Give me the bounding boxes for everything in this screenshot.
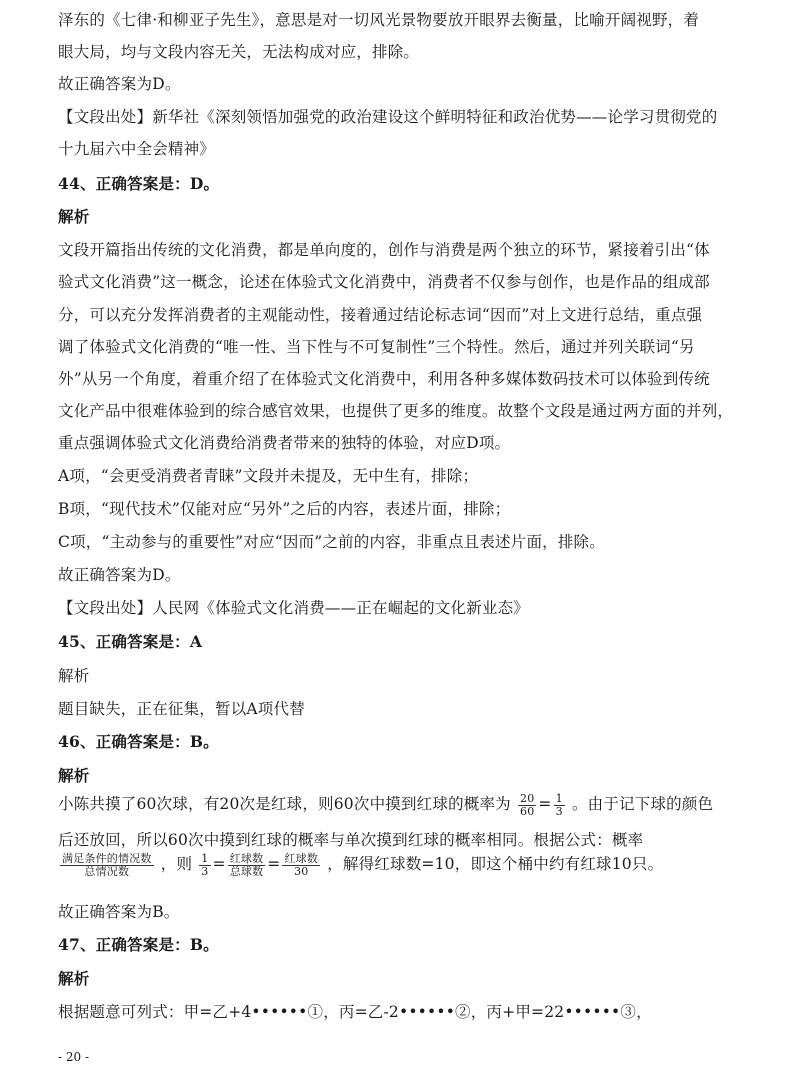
denominator: 3 [555,804,563,818]
formula-line: 小陈共摸了60次球，有20次是红球，则60次中摸到红球的概率为 $\frac{20}{60}$ = $\frac{1}{3}$ 。由于记下球的颜色 [58,791,714,818]
denominator: 总球数 [229,864,264,878]
text-line: 故正确答案为D。 [58,75,181,93]
text-line: 泽东的《七律·和柳亚子先生》，意思是对一切风光景物要放开眼界去衡量，比喻开阔视野，着 [58,11,700,29]
text-line: 重点强调体验式文化消费给消费者带来的独特的体验，对应D项。 [58,434,511,452]
fraction [228,853,266,878]
analysis-heading: 解析 [58,969,90,988]
denominator: 3 [201,864,209,878]
text-line: 后还放回，所以60次中摸到红球的概率与单次摸到红球的概率相同。根据公式：概率 [58,831,644,849]
formula-line: $\frac{\text{满足条件的情况数}}{\text{总情况数}}$ ，则 $\frac{1}{3}$ = $\frac{\text{红球数}}{\text{总球数}}$ = $\frac{\text{红球数}}{30}$ ，解得红球数=10，即这个桶中约有红球10只。 [62,851,664,878]
text-line: 验式文化消费”这一概念，论述在体验式文化消费中，消费者不仅参与创作，也是作品的组成部 [58,273,710,291]
source-line: 【文段出处】新华社《深刻领悟加强党的政治建设这个鲜明特征和政治优势——论学习贯彻党的 [58,108,718,126]
text-line: 题目缺失，正在征集，暂以A项代替 [58,700,305,718]
source-line: 【文段出处】人民网《体验式文化消费——正在崛起的文化新业态》 [58,599,530,617]
answer-heading-47: 47、正确答案是：B。 [58,935,219,954]
fraction [282,853,320,878]
fraction [554,793,565,818]
denominator: 30 [294,864,309,878]
numerator: 20 [520,791,535,805]
text-line: 调了体验式文化消费的“唯一性、当下性与不可复制性”三个特性。然后，通过并列关联词“另 [58,338,695,356]
option-a-line: A项，“会更受消费者青睐”文段并未提及，无中生有，排除； [58,467,479,485]
numerator: 红球数 [229,851,264,865]
answer-heading-44: 44、正确答案是：D。 [58,174,220,193]
text-segment: 。由于记下球的颜色 [571,795,714,813]
option-c-line: C项，“主动参与的重要性”对应“因而”之前的内容，非重点且表述片面，排除。 [58,533,605,551]
analysis-heading: 解析 [58,667,90,685]
text-line: 故正确答案为D。 [58,566,181,584]
text-segment: ，则 [160,855,193,873]
denominator: 总情况数 [84,864,130,878]
answer-heading-45: 45、正确答案是：A [58,632,203,651]
analysis-heading: 解析 [58,766,90,785]
fraction [199,853,210,878]
source-line: 十九届六中全会精神》 [58,140,216,158]
fraction [60,853,154,878]
fraction [518,793,536,818]
text-line: 故正确答案为B。 [58,903,180,921]
numerator: 1 [201,851,209,865]
page-number: - 20 - [58,1050,90,1064]
text-line: 分，可以充分发挥消费者的主观能动性，接着通过结论标志词“因而”对上文进行总结，重点强 [58,306,703,324]
text-line: 眼大局，均与文段内容无关，无法构成对应，排除。 [58,43,420,61]
text-line: 文段开篇指出传统的文化消费，都是单向度的，创作与消费是两个独立的环节，紧接着引出“体 [58,241,710,259]
option-b-line: B项，“现代技术”仅能对应“另外”之后的内容，表述片面，排除； [58,500,511,518]
answer-heading-46: 46、正确答案是：B。 [58,732,219,751]
text-line: 外”从另一个角度，着重介绍了在体验式文化消费中，利用各种多媒体数码技术可以体验到传统 [58,370,710,388]
text-segment: 小陈共摸了60次球，有20次是红球，则60次中摸到红球的概率为 [58,795,511,813]
text-line: 根据题意可列式：甲=乙+4••••••①，丙=乙-2••••••②，丙+甲=22••••••③， [58,1003,652,1021]
analysis-heading: 解析 [58,207,90,226]
numerator: 满足条件的情况数 [62,851,152,865]
numerator: 红球数 [284,851,319,865]
numerator: 1 [555,791,563,805]
text-line: 文化产品中很难体验到的综合感官效果，也提供了更多的维度。故整个文段是通过两方面的并列， [58,402,734,420]
text-segment: ，解得红球数=10，即这个桶中约有红球10只。 [327,855,664,873]
denominator: 60 [520,804,535,818]
